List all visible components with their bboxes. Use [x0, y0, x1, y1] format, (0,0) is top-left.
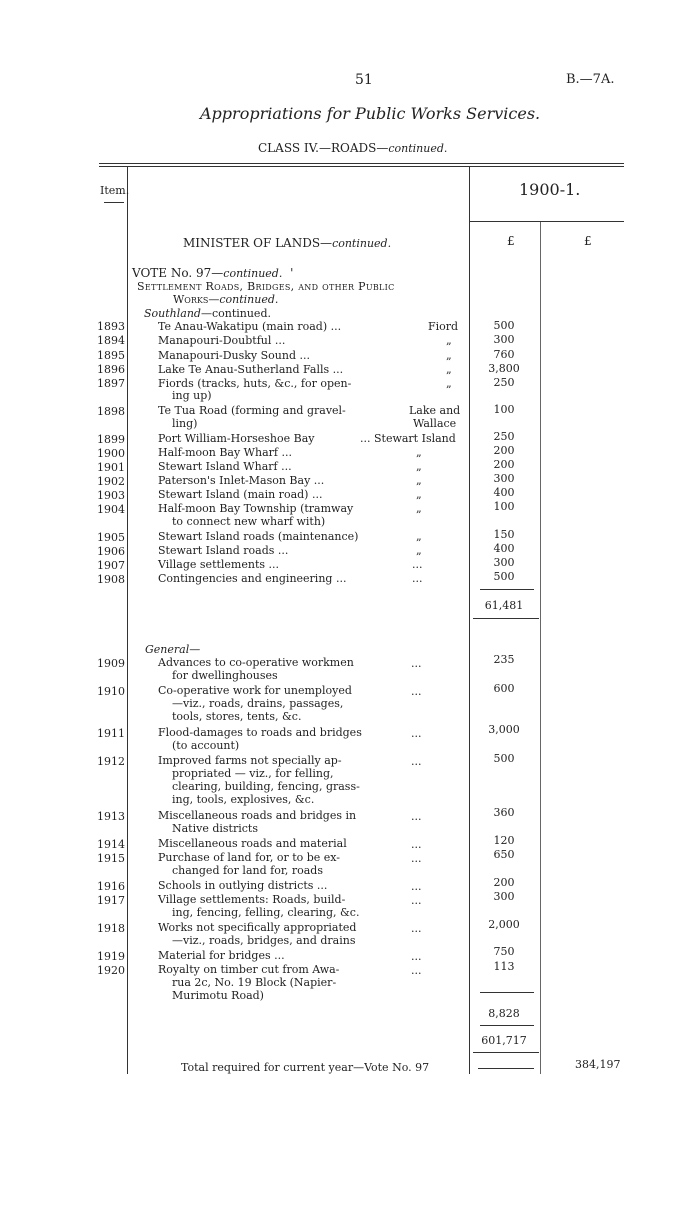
item-number: 1919 — [97, 950, 125, 963]
grand-subtotal: 601,717 — [481, 1034, 527, 1047]
class-heading — [258, 141, 447, 155]
item-number: 1909 — [97, 657, 125, 670]
item-number: 1920 — [97, 964, 125, 977]
item-dots: ... — [411, 755, 422, 768]
item-number: 1900 — [97, 447, 125, 460]
header-bottom-rule — [469, 221, 624, 222]
item-number: 1913 — [97, 810, 125, 823]
item-amount: 300 — [493, 890, 515, 903]
item-location: „ — [446, 334, 452, 347]
item-description-cont: (to account) — [172, 739, 240, 752]
item-description-cont: —viz., roads, bridges, and drains — [172, 934, 356, 947]
item-location: „ — [416, 502, 422, 515]
item-description: Port William-Horseshoe Bay — [158, 432, 315, 445]
class-heading-cont: continued. — [388, 142, 448, 155]
page-title: Appropriations for Public Works Services. — [200, 104, 541, 123]
vote-number: VOTE No. 97— — [132, 266, 224, 280]
total-label: Total required for current year—Vote No. 97 — [181, 1061, 430, 1074]
currency-symbol-1: £ — [507, 234, 515, 248]
item-dots: ... — [411, 852, 422, 865]
vote-line-2: Settlement Roads, Bridges, and other Public — [137, 280, 395, 293]
item-number: 1898 — [97, 405, 125, 418]
item-description: Half-moon Bay Township (tramway — [158, 502, 354, 515]
item-description: Fiords (tracks, huts, &c., for open- — [158, 377, 352, 390]
item-number: 1907 — [97, 559, 125, 572]
item-dots: ... — [411, 950, 422, 963]
item-amount: 3,800 — [488, 362, 520, 375]
item-description: Te Tua Road (forming and gravel- — [158, 404, 346, 417]
item-dots: ... — [411, 894, 422, 907]
item-amount: 113 — [493, 960, 515, 973]
item-amount: 650 — [493, 848, 515, 861]
item-amount: 250 — [493, 430, 515, 443]
item-column-divider — [127, 166, 128, 1074]
item-description: Lake Te Anau-Sutherland Falls ... — [158, 363, 344, 376]
item-amount: 500 — [493, 319, 515, 332]
item-description: Village settlements: Roads, build- — [158, 893, 346, 906]
item-description-cont: Murimotu Road) — [172, 989, 264, 1002]
item-description-cont: ing, fencing, felling, clearing, &c. — [172, 906, 360, 919]
item-amount: 200 — [493, 458, 515, 471]
item-amount: 300 — [493, 333, 515, 346]
item-description: Half-moon Bay Wharf ... — [158, 446, 292, 459]
vote-continued: continued. — [223, 267, 283, 280]
item-number: 1895 — [97, 349, 125, 362]
item-description: Contingencies and engineering ... — [158, 572, 347, 585]
item-description: Stewart Island (main road) ... — [158, 488, 323, 501]
item-dots: ... — [411, 657, 422, 670]
item-location: ... Stewart Island — [360, 432, 456, 445]
grand-subtotal-underline — [473, 1052, 539, 1053]
item-description: Paterson's Inlet-Mason Bay ... — [158, 474, 325, 487]
item-number: 1905 — [97, 531, 125, 544]
item-location: „ — [446, 377, 452, 390]
item-number: 1904 — [97, 503, 125, 516]
item-description-cont: propriated — viz., for felling, — [172, 767, 334, 780]
item-description: Village settlements ... — [158, 558, 280, 571]
item-number: 1893 — [97, 320, 125, 333]
description-column-divider — [469, 166, 470, 1074]
item-description: Co-operative work for unemployed — [158, 684, 352, 697]
item-location: „ — [446, 349, 452, 362]
general-subtotal-underline — [480, 1025, 534, 1026]
item-number: 1908 — [97, 573, 125, 586]
item-description: Advances to co-operative workmen — [158, 656, 354, 669]
minister-heading — [183, 236, 391, 250]
item-description: Miscellaneous roads and material — [158, 837, 347, 850]
amount-column-divider — [540, 222, 541, 1074]
vote-mark: ' — [290, 266, 294, 280]
item-amount: 300 — [493, 472, 515, 485]
item-dots: ... — [411, 922, 422, 935]
minister-heading-cont: continued. — [332, 237, 392, 250]
item-amount: 200 — [493, 444, 515, 457]
item-header-underline — [104, 202, 124, 203]
item-amount: 200 — [493, 876, 515, 889]
item-number: 1899 — [97, 433, 125, 446]
page-number: 51 — [355, 72, 373, 88]
vote-works-cont: continued. — [219, 293, 279, 306]
item-number: 1915 — [97, 852, 125, 865]
item-dots: ... — [411, 964, 422, 977]
class-heading-main: CLASS IV.—ROADS— — [258, 141, 389, 155]
item-description-cont: to connect new wharf with) — [172, 515, 326, 528]
general-subtotal-rule — [480, 992, 534, 993]
item-number: 1901 — [97, 461, 125, 474]
item-dots: ... — [411, 880, 422, 893]
item-description-cont: for dwellinghouses — [172, 669, 278, 682]
item-location: „ — [416, 460, 422, 473]
item-description: Manapouri-Dusky Sound ... — [158, 349, 310, 362]
item-number: 1894 — [97, 334, 125, 347]
year-column-header: 1900-1. — [519, 180, 581, 199]
item-amount: 400 — [493, 542, 515, 555]
item-dots: ... — [411, 810, 422, 823]
item-description: Te Anau-Wakatipu (main road) ... — [158, 320, 342, 333]
top-rule — [99, 163, 624, 164]
item-description: Works not specifically appropriated — [158, 921, 357, 934]
item-number: 1896 — [97, 363, 125, 376]
item-number: 1906 — [97, 545, 125, 558]
total-amount: 384,197 — [575, 1058, 621, 1071]
item-dots: ... — [411, 727, 422, 740]
item-description: Material for bridges ... — [158, 949, 285, 962]
item-amount: 500 — [493, 570, 515, 583]
item-location: ... — [412, 572, 423, 585]
item-description: Stewart Island Wharf ... — [158, 460, 292, 473]
item-location: Fiord — [428, 320, 459, 333]
item-location: „ — [416, 488, 422, 501]
southland-heading — [144, 307, 271, 320]
general-subtotal: 8,828 — [488, 1007, 520, 1020]
item-description-cont: ing up) — [172, 389, 212, 402]
item-number: 1918 — [97, 922, 125, 935]
southland-subtotal-underline — [473, 618, 539, 619]
item-location: „ — [416, 530, 422, 543]
item-description-cont: —viz., roads, drains, passages, — [172, 697, 344, 710]
item-amount: 500 — [493, 752, 515, 765]
general-heading: General— — [145, 643, 201, 656]
top-rule-inner — [99, 166, 624, 167]
item-location: Lake and — [409, 404, 461, 417]
item-amount: 150 — [493, 528, 515, 541]
item-location: „ — [446, 363, 452, 376]
item-description: Flood-damages to roads and bridges — [158, 726, 362, 739]
item-description-cont: ling) — [172, 417, 198, 430]
southland-subtotal: 61,481 — [484, 599, 524, 612]
item-number: 1910 — [97, 685, 125, 698]
southland-heading-cont: —continued. — [200, 307, 271, 320]
item-description: Stewart Island roads (maintenance) — [158, 530, 359, 543]
item-location: „ — [416, 446, 422, 459]
item-description-cont: clearing, building, fencing, grass- — [172, 780, 360, 793]
item-description: Manapouri-Doubtful ... — [158, 334, 286, 347]
item-description: Schools in outlying districts ... — [158, 879, 328, 892]
item-description-cont: tools, stores, tents, &c. — [172, 710, 302, 723]
item-amount: 760 — [493, 348, 515, 361]
item-description: Miscellaneous roads and bridges in — [158, 809, 357, 822]
item-amount: 600 — [493, 682, 515, 695]
item-location: ... — [412, 558, 423, 571]
item-number: 1914 — [97, 838, 125, 851]
item-dots: ... — [411, 838, 422, 851]
item-amount: 100 — [493, 403, 515, 416]
item-description: Royalty on timber cut from Awa- — [158, 963, 340, 976]
item-amount: 400 — [493, 486, 515, 499]
minister-heading-main: MINISTER OF LANDS— — [183, 236, 333, 250]
item-number: 1897 — [97, 377, 125, 390]
item-location: „ — [416, 474, 422, 487]
item-amount: 235 — [493, 653, 515, 666]
item-amount: 750 — [493, 945, 515, 958]
item-description-cont: changed for land for, roads — [172, 864, 323, 877]
vote-works: Works— — [173, 293, 220, 306]
item-location-cont: Wallace — [413, 417, 457, 430]
item-description-cont: rua 2c, No. 19 Block (Napier- — [172, 976, 337, 989]
item-number: 1916 — [97, 880, 125, 893]
item-number: 1903 — [97, 489, 125, 502]
item-location: „ — [416, 544, 422, 557]
item-description: Stewart Island roads ... — [158, 544, 289, 557]
item-amount: 3,000 — [488, 723, 520, 736]
item-number: 1912 — [97, 755, 125, 768]
item-amount: 300 — [493, 556, 515, 569]
vote-line-3 — [173, 293, 278, 306]
vote-line-1 — [132, 266, 293, 280]
item-number: 1902 — [97, 475, 125, 488]
item-column-header: Item. — [100, 184, 130, 197]
southland-subtotal-rule — [480, 589, 534, 590]
document-reference: B.—7A. — [566, 72, 615, 87]
item-description-cont: Native districts — [172, 822, 258, 835]
item-amount: 360 — [493, 806, 515, 819]
item-dots: ... — [411, 685, 422, 698]
item-amount: 100 — [493, 500, 515, 513]
item-amount: 2,000 — [488, 918, 520, 931]
item-description: Purchase of land for, or to be ex- — [158, 851, 341, 864]
item-amount: 250 — [493, 376, 515, 389]
item-description-cont: ing, tools, explosives, &c. — [172, 793, 315, 806]
item-description: Improved farms not specially ap- — [158, 754, 342, 767]
total-dash — [478, 1068, 534, 1069]
item-amount: 120 — [493, 834, 515, 847]
item-number: 1911 — [97, 727, 125, 740]
item-number: 1917 — [97, 894, 125, 907]
southland-heading-label: Southland — [144, 307, 201, 320]
currency-symbol-2: £ — [584, 234, 592, 248]
